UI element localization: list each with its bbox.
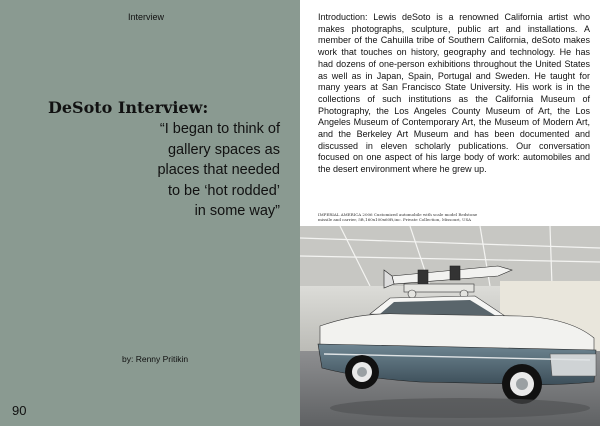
quote-line: to be ‘hot rodded’	[167, 182, 280, 199]
quote-line: in some way”	[194, 203, 280, 219]
wheel	[502, 364, 542, 404]
quote-line: “I began to think of	[159, 121, 280, 137]
caption-line: missile and carrier, 5ft,160x100x60ft,inc. Private Collection, Missouri, USA	[318, 217, 472, 222]
photo-caption	[318, 212, 590, 222]
wheel	[345, 355, 379, 389]
gallery-photo	[300, 226, 600, 426]
byline: by: Renny Pritikin	[122, 354, 189, 364]
page-number: 90	[12, 403, 27, 418]
quote-line: places that needed	[157, 162, 280, 178]
quote-line: gallery spaces as	[167, 141, 280, 158]
headline	[40, 98, 280, 221]
caption-line: IMPERIAL AMERICA 2006 Customized automobile with scale model Redstone	[318, 212, 478, 217]
section-label: Interview	[128, 12, 165, 22]
introduction-text: Introduction: Lewis deSoto is a renowned California artist who makes photographs, sculpture, public art and installations. A member of the Cahuilla tribe of Southern California, deSoto makes work that touches on history, geography and technology. He has had dozens of one-person exhibitions throughout the United States as well as in Japan, Spain, Portugal and Sweden. He taught for many years at San Francisco State University. His work is in the collections of such institutions as the California Museum of Photography, the Los Angeles County Museum of Art, the Los Angeles Museum of Contemporary Art, the Museum of Modern Art, and the Berkeley Art Museum and has been documented and discussed in eleven scholarly publications. Our conversation focused on one aspect of his large body of work: automobiles and the desert environment where he grew up.	[318, 12, 590, 175]
floor-reflection	[330, 398, 590, 418]
interview-title: DeSoto Interview:	[48, 98, 209, 117]
chrome-grille	[550, 354, 596, 376]
